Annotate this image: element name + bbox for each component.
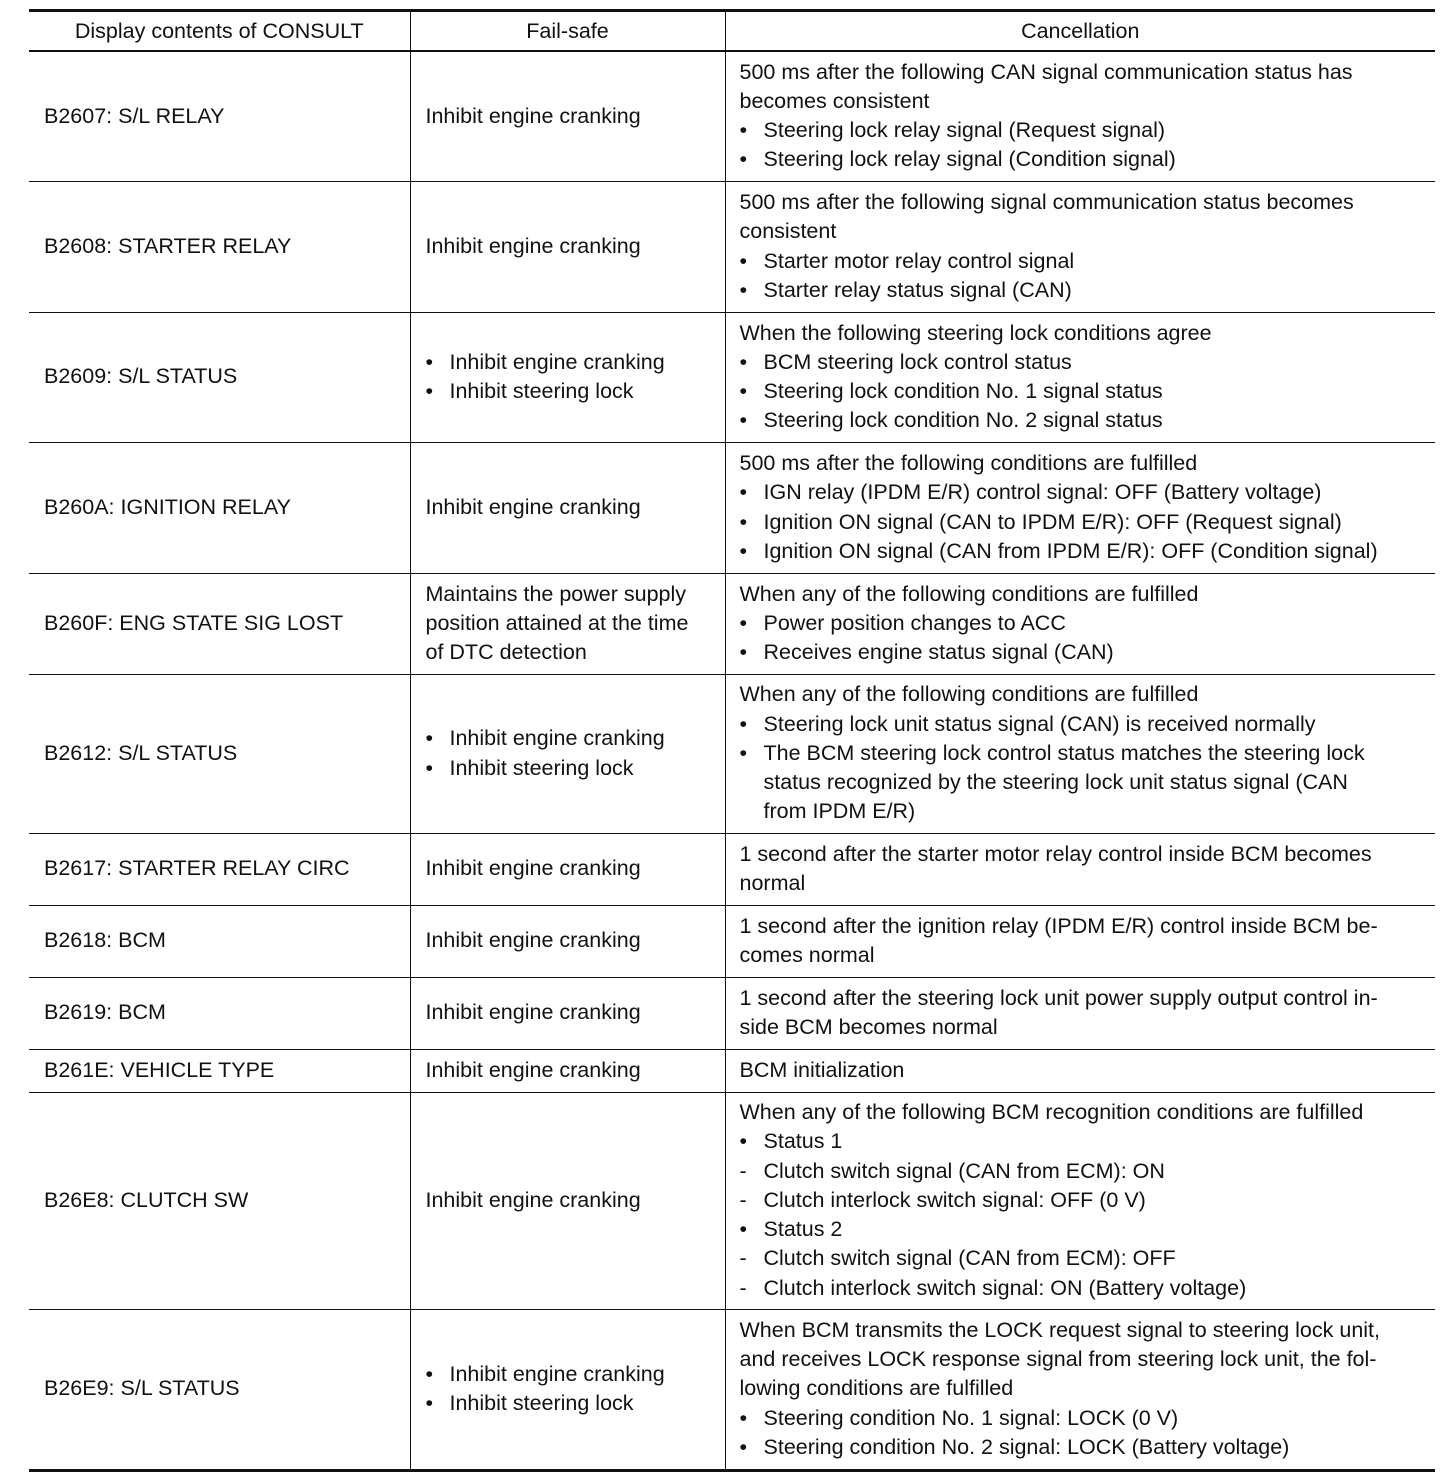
cancellation-item-line: Clutch switch signal (CAN from ECM): OFF bbox=[763, 1246, 1176, 1271]
fail-safe-cell bbox=[410, 442, 725, 573]
bullet-marker: • bbox=[425, 349, 434, 374]
table-row bbox=[29, 1309, 1435, 1470]
cancellation-item-text bbox=[764, 377, 1430, 406]
cancellation-list-item bbox=[740, 377, 1430, 406]
cancellation-list-item bbox=[740, 638, 1430, 667]
dtc-cell: B26E8: CLUTCH SW bbox=[29, 1092, 410, 1309]
cancellation-item-text bbox=[764, 116, 1430, 145]
dtc-cell: B2607: S/L RELAY bbox=[44, 103, 225, 128]
fail-safe-bullet-item bbox=[426, 348, 719, 377]
table-header-row bbox=[29, 11, 1435, 52]
table-row bbox=[29, 905, 1435, 977]
bullet-marker: • bbox=[739, 147, 748, 172]
bullet-marker: • bbox=[739, 379, 748, 403]
table-row bbox=[29, 442, 1435, 573]
cancellation-item-line: Steering lock relay signal (Request signal) bbox=[763, 118, 1166, 143]
fail-safe-cell bbox=[410, 1309, 725, 1470]
cancellation-item-text bbox=[764, 348, 1430, 377]
bullet-marker: • bbox=[739, 509, 748, 534]
cancellation-cell bbox=[725, 573, 1435, 674]
table-row bbox=[29, 1049, 1435, 1092]
cancellation-cell bbox=[725, 905, 1435, 977]
cancellation-list-item bbox=[740, 508, 1430, 537]
cancellation-intro-line: When any of the following conditions are fulfilled bbox=[739, 682, 1199, 707]
bullet-marker: • bbox=[739, 408, 748, 433]
cancellation-item-line: Steering lock condition No. 1 signal status bbox=[763, 379, 1163, 403]
cancellation-item-line: status recognized by the steering lock unit status signal (CAN bbox=[763, 770, 1348, 795]
cancellation-intro-line: When any of the following conditions are fulfilled bbox=[739, 581, 1199, 606]
table-row bbox=[29, 573, 1435, 674]
table-row bbox=[29, 1092, 1435, 1309]
table-row bbox=[29, 312, 1435, 442]
cancellation-item-line: IGN relay (IPDM E/R) control signal: OFF (Battery voltage) bbox=[763, 480, 1322, 505]
table-row bbox=[29, 51, 1435, 181]
fail-safe-cell bbox=[410, 905, 725, 977]
fail-safe-bullet-text: Inhibit engine cranking bbox=[449, 349, 665, 374]
cancellation-list-item bbox=[740, 116, 1430, 145]
fail-safe-bullet-text: Inhibit steering lock bbox=[449, 379, 634, 403]
column-header-cancellation: Cancellation bbox=[725, 11, 1435, 52]
cancellation-item-line: Steering lock relay signal (Condition signal) bbox=[763, 147, 1176, 172]
fail-safe-bullet-item bbox=[426, 1360, 719, 1389]
bullet-marker: • bbox=[739, 277, 748, 302]
cancellation-cell bbox=[725, 674, 1435, 833]
bullet-marker: • bbox=[425, 1361, 434, 1386]
bullet-marker: • bbox=[739, 1405, 748, 1430]
dtc-cell: B26E9: S/L STATUS bbox=[29, 1309, 410, 1470]
cancellation-cell bbox=[725, 181, 1435, 312]
bullet-marker: • bbox=[739, 480, 748, 505]
cancellation-item-line: Clutch interlock switch signal: OFF (0 V) bbox=[763, 1187, 1146, 1212]
bullet-marker: • bbox=[425, 755, 434, 780]
cancellation-cell bbox=[725, 1049, 1435, 1092]
fail-safe-text-line: Inhibit engine cranking bbox=[425, 233, 641, 258]
fail-safe-bullet-item bbox=[426, 754, 719, 783]
fail-safe-text-line: Inhibit engine cranking bbox=[425, 1057, 641, 1082]
bullet-marker: • bbox=[739, 1129, 748, 1154]
fail-safe-cell bbox=[410, 833, 725, 905]
cancellation-item-line: Ignition ON signal (CAN from IPDM E/R): OFF (Condition signal) bbox=[763, 538, 1378, 563]
bullet-marker: • bbox=[739, 248, 748, 273]
cancellation-list-item bbox=[740, 609, 1430, 638]
cancellation-list-item bbox=[740, 348, 1430, 377]
dtc-cell: B2618: BCM bbox=[29, 905, 410, 977]
fail-safe-bullet-text: Inhibit engine cranking bbox=[449, 1361, 665, 1386]
cancellation-item-text bbox=[764, 710, 1430, 739]
fail-safe-text-line: Inhibit engine cranking bbox=[425, 928, 641, 953]
dtc-cell: B261E: VEHICLE TYPE bbox=[29, 1049, 410, 1092]
fail-safe-text-line: Inhibit engine cranking bbox=[425, 494, 641, 519]
cancellation-item-text bbox=[764, 1157, 1430, 1186]
cancellation-intro-line: When any of the following BCM recognition conditions are fulfilled bbox=[739, 1100, 1364, 1125]
cancellation-item-text bbox=[764, 247, 1430, 276]
table-row bbox=[29, 181, 1435, 312]
cancellation-intro-line: 1 second after the steering lock unit power supply output control in- bbox=[739, 985, 1378, 1010]
cancellation-list-item bbox=[740, 1433, 1430, 1462]
cancellation-item-text bbox=[764, 508, 1430, 537]
cancellation-cell bbox=[725, 833, 1435, 905]
dtc-cell: B2612: S/L STATUS bbox=[29, 674, 410, 833]
cancellation-list-item bbox=[740, 1186, 1430, 1215]
cancellation-cell bbox=[725, 51, 1435, 181]
bullet-marker: • bbox=[739, 349, 748, 374]
bullet-marker: • bbox=[739, 610, 748, 635]
table-row bbox=[29, 674, 1435, 833]
dtc-cell: B260A: IGNITION RELAY bbox=[29, 442, 410, 573]
fail-safe-bullet-item bbox=[426, 724, 719, 753]
fail-safe-cell bbox=[410, 1092, 725, 1309]
cancellation-intro-line: BCM initialization bbox=[739, 1057, 905, 1082]
bullet-marker: • bbox=[425, 1391, 434, 1415]
cancellation-list-item bbox=[740, 710, 1430, 739]
cancellation-item-line: Starter motor relay control signal bbox=[763, 248, 1075, 273]
cancellation-item-line: Clutch interlock switch signal: ON (Battery voltage) bbox=[763, 1275, 1247, 1300]
fail-safe-cell bbox=[410, 312, 725, 442]
cancellation-list-item bbox=[740, 739, 1430, 827]
cancellation-list-item bbox=[740, 247, 1430, 276]
fail-safe-cell bbox=[410, 674, 725, 833]
cancellation-item-line: Status 1 bbox=[763, 1129, 843, 1154]
cancellation-intro-line: 1 second after the ignition relay (IPDM E/R) control inside BCM be- bbox=[739, 913, 1378, 938]
bullet-marker: - bbox=[739, 1158, 747, 1183]
cancellation-item-text bbox=[764, 1215, 1430, 1244]
cancellation-intro-line: becomes consistent bbox=[739, 89, 930, 114]
cancellation-intro-line: 500 ms after the following conditions are fulfilled bbox=[739, 451, 1198, 476]
fail-safe-cell bbox=[410, 977, 725, 1049]
bullet-marker: • bbox=[739, 118, 748, 143]
dtc-cell: B260F: ENG STATE SIG LOST bbox=[29, 573, 410, 674]
bullet-marker: • bbox=[739, 1434, 748, 1459]
cancellation-item-line: from IPDM E/R) bbox=[763, 799, 916, 824]
cancellation-item-line: The BCM steering lock control status matches the steering lock bbox=[763, 740, 1365, 765]
fail-safe-text-line: Maintains the power supply bbox=[425, 581, 687, 606]
cancellation-intro-line: 1 second after the starter motor relay control inside BCM becomes bbox=[739, 841, 1372, 866]
cancellation-list-item bbox=[740, 537, 1430, 566]
cancellation-item-text bbox=[764, 537, 1430, 566]
fail-safe-text-line: Inhibit engine cranking bbox=[425, 1187, 641, 1212]
cancellation-item-text bbox=[764, 276, 1430, 305]
cancellation-item-text bbox=[764, 1433, 1430, 1462]
cancellation-list-item bbox=[740, 1404, 1430, 1433]
cancellation-item-text bbox=[764, 609, 1430, 638]
fail-safe-table bbox=[29, 9, 1435, 1472]
bullet-marker: • bbox=[739, 538, 748, 563]
cancellation-item-line: Steering condition No. 2 signal: LOCK (Battery voltage) bbox=[763, 1434, 1290, 1459]
cancellation-item-text bbox=[764, 739, 1430, 827]
cancellation-item-text bbox=[764, 1244, 1430, 1273]
cancellation-item-text bbox=[764, 478, 1430, 507]
cancellation-item-text bbox=[764, 145, 1430, 174]
bullet-marker: • bbox=[739, 740, 748, 765]
bullet-marker: - bbox=[739, 1187, 747, 1212]
cancellation-item-line: Ignition ON signal (CAN to IPDM E/R): OFF (Request signal) bbox=[763, 509, 1342, 534]
cancellation-item-line: Status 2 bbox=[763, 1217, 843, 1242]
dtc-cell: B2617: STARTER RELAY CIRC bbox=[29, 833, 410, 905]
cancellation-list-item bbox=[740, 1127, 1430, 1156]
cancellation-intro-line: normal bbox=[739, 871, 806, 895]
cancellation-list-item bbox=[740, 276, 1430, 305]
fail-safe-table-container bbox=[29, 9, 1435, 1472]
dtc-cell: B2619: BCM bbox=[29, 977, 410, 1049]
cancellation-item-text bbox=[764, 1274, 1430, 1303]
cancellation-item-text bbox=[764, 638, 1430, 667]
cancellation-item-line: Power position changes to ACC bbox=[763, 610, 1066, 635]
fail-safe-bullet-text: Inhibit engine cranking bbox=[449, 726, 665, 751]
cancellation-intro-line: When BCM transmits the LOCK request signal to steering lock unit, bbox=[739, 1317, 1380, 1342]
fail-safe-cell bbox=[410, 181, 725, 312]
cancellation-intro-line: comes normal bbox=[739, 943, 875, 967]
cancellation-cell bbox=[725, 1309, 1435, 1470]
bullet-marker: • bbox=[739, 711, 748, 736]
column-header-consult: Display contents of CONSULT bbox=[29, 11, 410, 52]
fail-safe-cell bbox=[410, 51, 725, 181]
table-row bbox=[29, 833, 1435, 905]
column-header-fail-safe: Fail-safe bbox=[410, 11, 725, 52]
cancellation-item-line: Steering lock condition No. 2 signal status bbox=[763, 408, 1163, 433]
cancellation-list-item bbox=[740, 1244, 1430, 1273]
bullet-marker: - bbox=[739, 1246, 747, 1271]
fail-safe-bullet-text: Inhibit steering lock bbox=[449, 755, 634, 780]
fail-safe-text-line: Inhibit engine cranking bbox=[425, 856, 641, 881]
cancellation-list-item bbox=[740, 406, 1430, 435]
cancellation-item-line: Receives engine status signal (CAN) bbox=[763, 640, 1114, 665]
fail-safe-text-line: position attained at the time bbox=[425, 610, 689, 635]
bullet-marker: - bbox=[739, 1275, 747, 1300]
cancellation-list-item bbox=[740, 145, 1430, 174]
cancellation-intro-line: consistent bbox=[739, 219, 837, 244]
cancellation-item-line: BCM steering lock control status bbox=[763, 349, 1072, 374]
cancellation-item-text bbox=[764, 1127, 1430, 1156]
dtc-cell: B2608: STARTER RELAY bbox=[29, 181, 410, 312]
fail-safe-text-line: of DTC detection bbox=[425, 640, 587, 665]
fail-safe-bullet-item bbox=[426, 377, 719, 406]
bullet-marker: • bbox=[425, 726, 434, 751]
cancellation-list-item bbox=[740, 1157, 1430, 1186]
fail-safe-bullet-item bbox=[426, 1389, 719, 1418]
bullet-marker: • bbox=[425, 379, 434, 403]
cancellation-item-line: Steering lock unit status signal (CAN) is received normally bbox=[763, 711, 1316, 736]
cancellation-item-line: Starter relay status signal (CAN) bbox=[763, 277, 1072, 302]
cancellation-list-item bbox=[740, 478, 1430, 507]
cancellation-item-line: Steering condition No. 1 signal: LOCK (0 V) bbox=[763, 1405, 1179, 1430]
cancellation-item-line: Clutch switch signal (CAN from ECM): ON bbox=[763, 1158, 1165, 1183]
fail-safe-text-line: Inhibit engine cranking bbox=[425, 103, 641, 128]
cancellation-cell bbox=[725, 442, 1435, 573]
bullet-marker: • bbox=[739, 640, 748, 665]
cancellation-item-text bbox=[764, 406, 1430, 435]
cancellation-item-text bbox=[764, 1404, 1430, 1433]
cancellation-intro-line: 500 ms after the following signal communication status becomes bbox=[739, 190, 1354, 215]
cancellation-intro-line: side BCM becomes normal bbox=[739, 1015, 998, 1039]
dtc-cell: B2609: S/L STATUS bbox=[29, 312, 410, 442]
cancellation-intro-line: lowing conditions are fulfilled bbox=[739, 1376, 1014, 1401]
cancellation-item-text bbox=[764, 1186, 1430, 1215]
fail-safe-text-line: Inhibit engine cranking bbox=[425, 1000, 641, 1025]
fail-safe-cell bbox=[410, 1049, 725, 1092]
cancellation-cell bbox=[725, 1092, 1435, 1309]
cancellation-cell bbox=[725, 977, 1435, 1049]
fail-safe-cell bbox=[410, 573, 725, 674]
cancellation-intro-line: When the following steering lock conditions agree bbox=[739, 320, 1212, 345]
cancellation-cell bbox=[725, 312, 1435, 442]
table-body bbox=[29, 51, 1435, 1470]
table-row bbox=[29, 977, 1435, 1049]
fail-safe-bullet-text: Inhibit steering lock bbox=[449, 1391, 634, 1415]
cancellation-intro-line: 500 ms after the following CAN signal communication status has bbox=[739, 59, 1353, 84]
bullet-marker: • bbox=[739, 1217, 748, 1242]
cancellation-list-item bbox=[740, 1274, 1430, 1303]
cancellation-intro-line: and receives LOCK response signal from steering lock unit, the fol- bbox=[739, 1347, 1377, 1372]
cancellation-list-item bbox=[740, 1215, 1430, 1244]
